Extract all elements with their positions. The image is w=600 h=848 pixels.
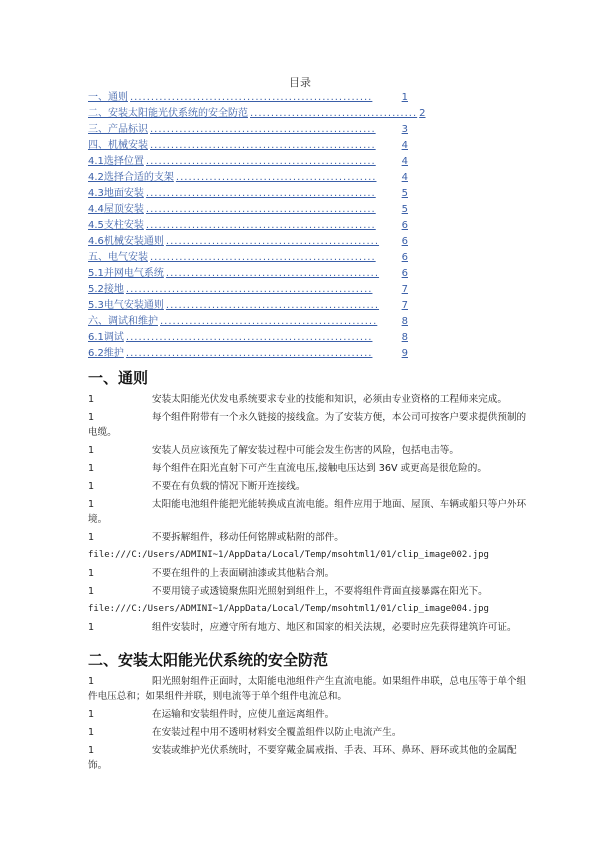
toc-item[interactable]: 一、通则 .......................................................... 1 [88, 92, 408, 103]
paragraph: 1 安装太阳能光伏发电系统要求专业的技能和知识，必须由专业资格的工程师来完成。 [88, 394, 507, 405]
toc-item[interactable]: 四、机械安装 ...................................................... 4 [88, 140, 408, 151]
toc-item[interactable]: 六、调试和维护 .................................................... 8 [88, 316, 408, 327]
paragraph: 1 在安装过程中用不透明材料安全覆盖组件以防止电流产生。 [88, 727, 402, 738]
toc-item[interactable]: 5.1并网电气系统 ................................................... 6 [88, 268, 408, 279]
image-path-link[interactable]: file:///C:/Users/ADMINI~1/AppData/Local/Temp/msohtml1/01/clip_image002.jpg [88, 550, 489, 560]
toc-item[interactable]: 5.3电气安装通则 ................................................... 7 [88, 300, 408, 311]
toc-item[interactable]: 4.6机械安装通则 ................................................... 6 [88, 236, 408, 247]
paragraph: 1 安装人员应该预先了解安装过程中可能会发生伤害的风险，包括电击等。 [88, 445, 459, 456]
toc-item[interactable]: 5.2接地 ........................................................... 7 [88, 284, 408, 295]
paragraph: 1 不要用镜子或透镜聚焦阳光照射到组件上，不要将组件背面直接暴露在阳光下。 [88, 586, 488, 597]
spacer [88, 638, 528, 646]
document-body [88, 364, 528, 776]
toc-item[interactable]: 4.2选择合适的支架 ................................................ 4 [88, 172, 408, 183]
toc-item[interactable]: 三、产品标识 ...................................................... 3 [88, 124, 408, 135]
toc-item[interactable]: 二、安装太阳能光伏系统的安全防范 ........................................ 2 [88, 108, 426, 119]
paragraph: 1 安装或维护光伏系统时，不要穿戴金属戒指、手表、耳环、鼻环、唇环或其他的金属配饰。 [88, 745, 517, 771]
paragraph: 1 每个组件在阳光直射下可产生直流电压,接触电压达到 36V 或更高是很危险的。 [88, 463, 487, 474]
toc-item[interactable]: 6.1调试 ........................................................... 8 [88, 332, 408, 343]
toc-item[interactable]: 4.4屋顶安装 ....................................................... 5 [88, 204, 408, 215]
toc-title: 目录 [289, 76, 311, 89]
paragraph: 1 不要拆解组件，移动任何铭牌或粘附的部件。 [88, 532, 344, 543]
paragraph: 1 不要在组件的上表面刷油漆或其他粘合剂。 [88, 568, 335, 579]
paragraph: 1 太阳能电池组件能把光能转换成直流电能。组件应用于地面、屋顶、车辆或船只等户外环境。 [88, 499, 527, 525]
section-heading: 一、通则 [88, 369, 149, 387]
paragraph: 1 不要在有负载的情况下断开连接线。 [88, 481, 306, 492]
paragraph: 1 每个组件附带有一个永久链接的接线盒。为了安装方便，本公司可按客户要求提供预制的电缆。 [88, 412, 527, 438]
toc-item[interactable]: 4.1选择位置 ....................................................... 4 [88, 156, 408, 167]
table-of-contents [88, 90, 426, 362]
toc-item[interactable]: 4.5支柱安装 ....................................................... 6 [88, 220, 408, 231]
paragraph: 1 在运输和安装组件时，应使儿童远离组件。 [88, 709, 335, 720]
paragraph: 1 组件安装时，应遵守所有地方、地区和国家的相关法规，必要时应先获得建筑许可证。 [88, 622, 517, 633]
toc-item[interactable]: 4.3地面安装 ....................................................... 5 [88, 188, 408, 199]
image-path-link[interactable]: file:///C:/Users/ADMINI~1/AppData/Local/Temp/msohtml1/01/clip_image004.jpg [88, 604, 489, 614]
paragraph: 1 阳光照射组件正面时，太阳能电池组件产生直流电能。如果组件串联，总电压等于单个组件电压总和；如果组件并联，则电流等于单个组件电流总和。 [88, 676, 527, 702]
toc-item[interactable]: 五、电气安装 ...................................................... 6 [88, 252, 408, 263]
toc-item[interactable]: 6.2维护 ........................................................... 9 [88, 348, 408, 359]
section-heading: 二、安装太阳能光伏系统的安全防范 [88, 651, 329, 669]
